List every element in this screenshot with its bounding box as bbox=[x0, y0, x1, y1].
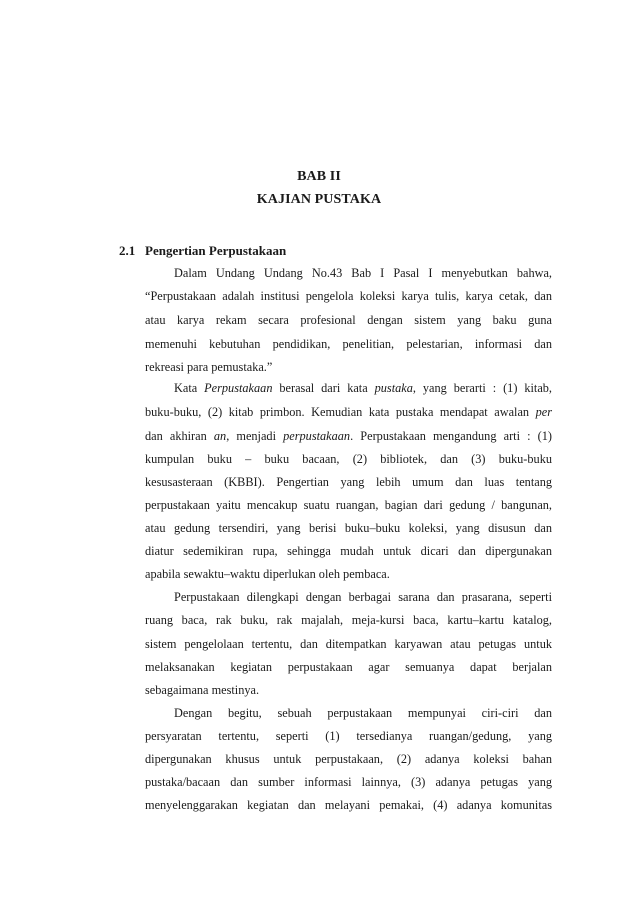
paragraph-line: kumpulan buku – buku bacaan, (2) bibliotek, dan (3) buku-buku bbox=[145, 452, 552, 466]
paragraph-line: sistem pengelolaan tertentu, dan ditempatkan karyawan atau petugas untuk bbox=[145, 637, 552, 651]
paragraph-line: atau karya rekam secara profesional dengan sistem yang baku guna bbox=[145, 313, 552, 327]
paragraph-line: persyaratan tertentu, seperti (1) tersedianya ruangan/gedung, yang bbox=[145, 729, 552, 743]
paragraph-line: memenuhi kebutuhan pendidikan, penelitian, pelestarian, informasi dan bbox=[145, 337, 552, 351]
paragraph-line: dipergunakan khusus untuk perpustakaan, (2) adanya koleksi bahan bbox=[145, 752, 552, 766]
chapter-number: BAB II bbox=[297, 169, 341, 184]
paragraph-line: melaksanakan kegiatan perpustakaan agar semuanya dapat berjalan bbox=[145, 660, 552, 674]
paragraph-line: apabila sewaktu–waktu diperlukan oleh pembaca. bbox=[145, 567, 390, 581]
paragraph-line: sebagaimana mestinya. bbox=[145, 683, 260, 697]
section-number: 2.1 bbox=[119, 243, 136, 258]
paragraph-line: perpustakaan yaitu mencakup suatu ruangan, bagian dari gedung / bangunan, bbox=[145, 498, 552, 512]
paragraph-line: Dengan begitu, sebuah perpustakaan mempunyai ciri-ciri dan bbox=[174, 706, 552, 720]
paragraph-line: ruang baca, rak buku, rak majalah, meja-kursi baca, kartu–kartu katalog, bbox=[145, 613, 552, 627]
paragraph-line: Perpustakaan dilengkapi dengan berbagai sarana dan prasarana, seperti bbox=[174, 590, 552, 604]
paragraph-line: menyelenggarakan kegiatan dan melayani pemakai, (4) adanya komunitas bbox=[145, 798, 552, 812]
paragraph-line: Dalam Undang Undang No.43 Bab I Pasal I menyebutkan bahwa, bbox=[174, 266, 552, 280]
paragraph-line: dan akhiran an, menjadi perpustakaan. Perpustakaan mengandung arti : (1) bbox=[145, 429, 552, 443]
section-heading bbox=[119, 243, 286, 259]
paragraph-line: buku-buku, (2) kitab primbon. Kemudian kata pustaka mendapat awalan per bbox=[145, 405, 552, 419]
paragraph-line: pustaka/bacaan dan sumber informasi lainnya, (3) adanya petugas yang bbox=[145, 775, 552, 789]
paragraph-line: rekreasi para pemustaka.” bbox=[145, 360, 273, 374]
section-title: Pengertian Perpustakaan bbox=[145, 243, 287, 258]
paragraph-line: “Perpustakaan adalah institusi pengelola koleksi karya tulis, karya cetak, dan bbox=[145, 289, 552, 303]
chapter-title: KAJIAN PUSTAKA bbox=[256, 192, 382, 207]
paragraph-line: Kata Perpustakaan berasal dari kata pustaka, yang berarti : (1) kitab, bbox=[174, 381, 553, 395]
paragraph-line: diatur sedemikiran rupa, sehingga mudah untuk dicari dan dipergunakan bbox=[145, 544, 552, 558]
paragraph-line: atau gedung tersendiri, yang berisi buku–buku koleksi, yang disusun dan bbox=[145, 521, 552, 535]
paragraph-line: kesusasteraan (KBBI). Pengertian yang lebih umum dan luas tentang bbox=[145, 475, 552, 489]
